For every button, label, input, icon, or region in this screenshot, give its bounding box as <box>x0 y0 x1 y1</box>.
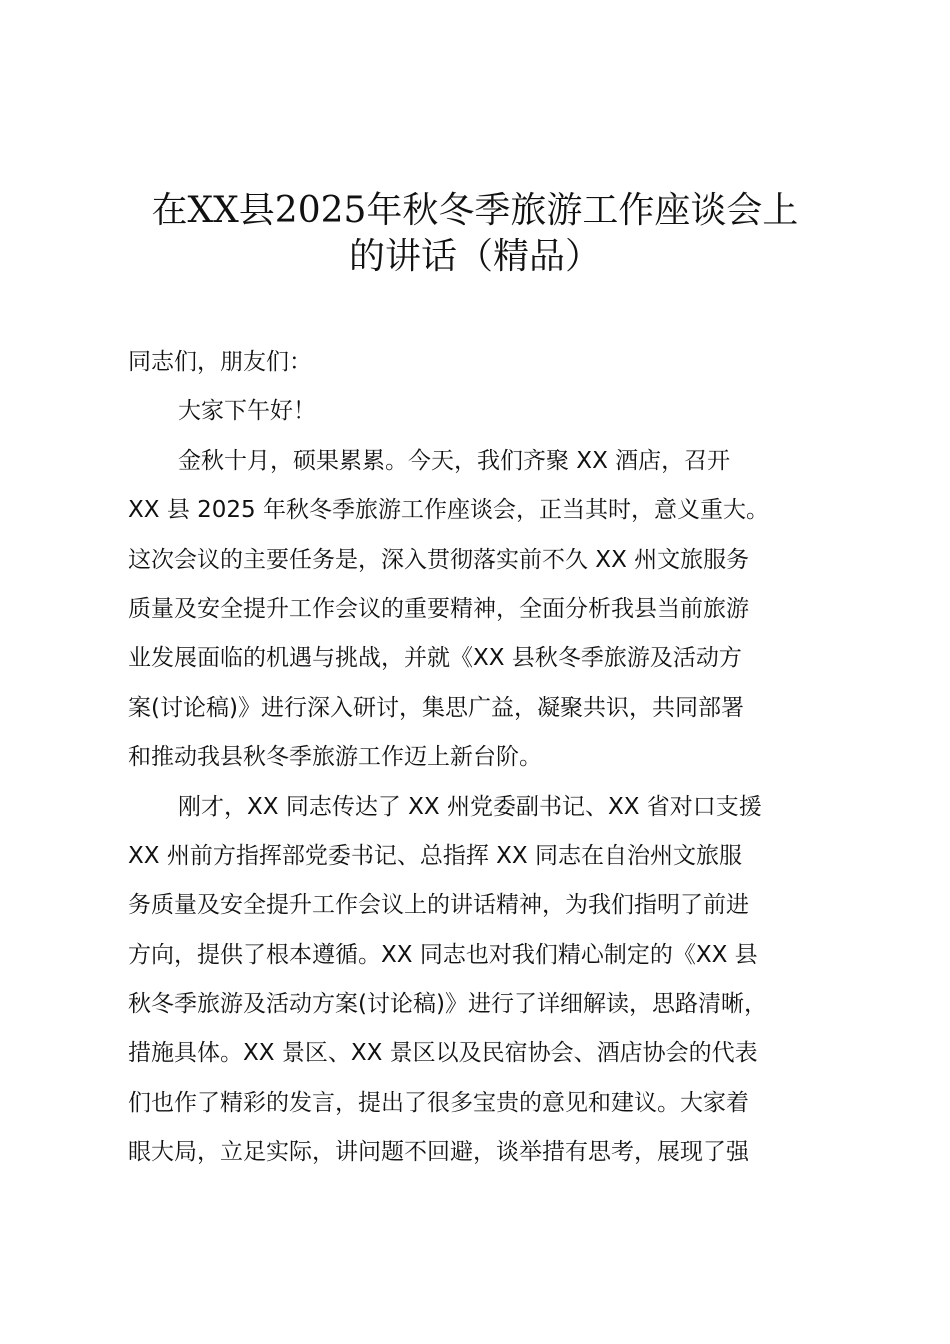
paragraph-line: 务质量及安全提升工作会议上的讲话精神，为我们指明了前进 <box>128 892 749 919</box>
paragraph-line: 措施具体。XX 景区、XX 景区以及民宿协会、酒店协会的代表 <box>128 1040 758 1067</box>
paragraph-1 <box>128 437 828 783</box>
paragraph-line: 业发展面临的机遇与挑战，并就《XX 县秋冬季旅游及活动方 <box>128 645 742 672</box>
paragraph-line: 刚才，XX 同志传达了 XX 州党委副书记、XX 省对口支援 <box>178 793 762 820</box>
paragraph-line: XX 州前方指挥部党委书记、总指挥 XX 同志在自治州文旅服 <box>128 842 742 869</box>
document-body <box>128 338 828 1178</box>
document-title <box>120 188 830 280</box>
paragraph-line: XX 县 2025 年秋冬季旅游工作座谈会，正当其时，意义重大。 <box>128 497 769 524</box>
paragraph-line: 案(讨论稿)》进行深入研讨，集思广益，凝聚共识，共同部署 <box>128 694 744 721</box>
paragraph-2 <box>128 783 828 1178</box>
paragraph-line: 质量及安全提升工作会议的重要精神，全面分析我县当前旅游 <box>128 595 749 622</box>
paragraph-line: 秋冬季旅游及活动方案(讨论稿)》进行了详细解读，思路清晰， <box>128 991 767 1018</box>
title-line: 的讲话（精品） <box>348 236 601 277</box>
paragraph-line: 和推动我县秋冬季旅游工作迈上新台阶。 <box>128 744 542 771</box>
paragraph-line: 们也作了精彩的发言，提出了很多宝贵的意见和建议。大家着 <box>128 1089 749 1116</box>
salutation: 同志们，朋友们： <box>128 349 312 375</box>
paragraph-line: 金秋十月，硕果累累。今天，我们齐聚 XX 酒店，召开 <box>178 447 731 474</box>
paragraph-line: 眼大局，立足实际，讲问题不回避，谈举措有思考，展现了强 <box>128 1139 749 1166</box>
paragraph-line: 这次会议的主要任务是，深入贯彻落实前不久 XX 州文旅服务 <box>128 546 750 573</box>
title-line: 在XX县2025年秋冬季旅游工作座谈会上 <box>151 190 799 231</box>
paragraph-line: 方向，提供了根本遵循。XX 同志也对我们精心制定的《XX 县 <box>128 941 758 968</box>
greeting: 大家下午好！ <box>178 398 316 425</box>
